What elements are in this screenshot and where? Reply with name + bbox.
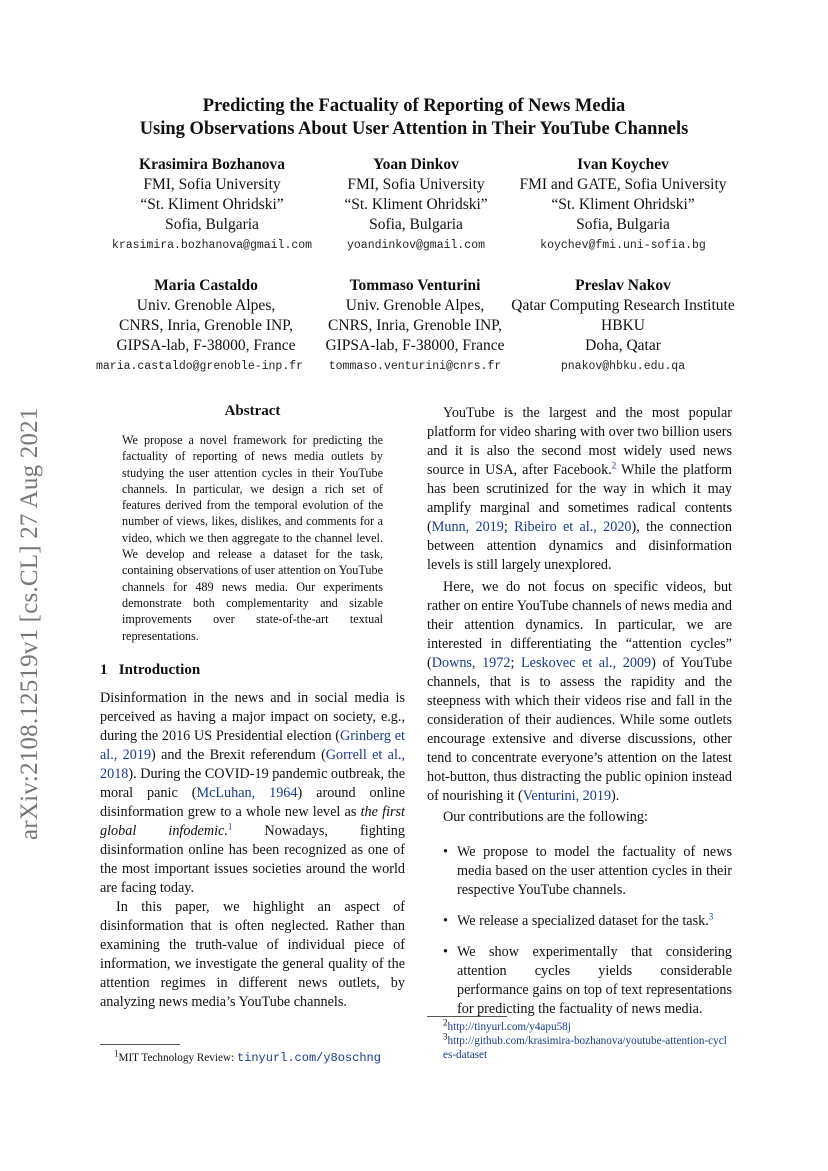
abstract-heading: Abstract xyxy=(224,403,281,419)
author-affiliation: Sofia, Bulgaria xyxy=(576,216,670,233)
author-email[interactable]: yoandinkov@gmail.com xyxy=(346,239,486,252)
author-email[interactable]: krasimira.bozhanova@gmail.com xyxy=(111,239,313,252)
author-affiliation: CNRS, Inria, Grenoble INP, xyxy=(119,317,293,334)
title-line-1: Predicting the Factuality of Reporting of News Media xyxy=(202,96,626,116)
footnote-link[interactable]: http://github.com/krasimira-bozhanova/youtube-attention-cycles-dataset xyxy=(443,1035,727,1061)
section-heading-introduction: 1 Introduction xyxy=(100,661,201,678)
contribution-item: • We propose to model the factuality of news media based on the user attention cycles in their respective YouTube channels. xyxy=(443,844,732,898)
author-affiliation: “St. Kliment Ohridski” xyxy=(551,196,695,213)
bullet-icon: • xyxy=(443,844,448,860)
citation-link[interactable]: Venturini, 2019 xyxy=(522,788,612,804)
footnote-rule xyxy=(100,1044,180,1045)
citation-link[interactable]: Gorrell et al., 2018 xyxy=(100,746,405,782)
author-name: Ivan Koychev xyxy=(577,156,669,173)
author-block-3 xyxy=(508,155,738,255)
contribution-item: • We release a specialized dataset for the task.$^3$ xyxy=(443,911,714,929)
footnote-marker[interactable]: 3 xyxy=(708,911,714,922)
author-email[interactable]: maria.castaldo@grenoble-inp.fr xyxy=(96,360,304,373)
author-block-4 xyxy=(96,276,316,376)
author-block-1 xyxy=(98,155,326,255)
author-name: Yoan Dinkov xyxy=(373,156,459,173)
author-affiliation: FMI, Sofia University xyxy=(143,176,281,193)
footnote-link[interactable]: http://tinyurl.com/y4apu58j xyxy=(447,1021,571,1033)
author-affiliation: CNRS, Inria, Grenoble INP, xyxy=(328,317,502,334)
author-name: Preslav Nakov xyxy=(575,277,671,294)
arxiv-identifier: arXiv:2108.12519v1 [cs.CL] 27 Aug 2021 xyxy=(16,407,43,840)
title-line-2: Using Observations About User Attention in Their YouTube Channels xyxy=(139,119,689,139)
right-paragraph-1: YouTube is the largest and the most popular platform for video sharing with over two billion users and it is also the second most widely used news source in USA, after Facebook.$^2$ While the platform has been scrutinized for the way in which it may amplify marginal and sometimes radical contents (Munn, 2019; Ribeiro et al., 2020), the connection between attention dynamics and disinformation levels is still largely unexplored. xyxy=(427,405,732,573)
footnote-rule xyxy=(427,1016,507,1017)
left-column xyxy=(100,403,405,1012)
author-affiliation: Univ. Grenoble Alpes, xyxy=(136,297,276,314)
author-affiliation: Qatar Computing Research Institute xyxy=(511,297,735,314)
footnote-1: $^1$MIT Technology Review: tinyurl.com/y8oschng xyxy=(114,1048,381,1065)
author-affiliation: HBKU xyxy=(601,317,645,334)
author-affiliation: “St. Kliment Ohridski” xyxy=(140,196,284,213)
author-affiliation: FMI, Sofia University xyxy=(347,176,485,193)
author-affiliation: GIPSA-lab, F-38000, France xyxy=(325,337,505,354)
author-affiliation: GIPSA-lab, F-38000, France xyxy=(116,337,296,354)
author-affiliation: Univ. Grenoble Alpes, xyxy=(345,297,485,314)
contributions-intro: Our contributions are the following: xyxy=(443,809,648,825)
author-email[interactable]: pnakov@hbku.edu.qa xyxy=(560,360,686,373)
footnote-link[interactable]: tinyurl.com/y8oschng xyxy=(236,1051,381,1065)
author-email[interactable]: tommaso.venturini@cnrs.fr xyxy=(328,360,502,373)
footnotes-right xyxy=(427,1017,727,1062)
paper-title xyxy=(0,95,828,141)
bullet-icon: • xyxy=(443,944,448,960)
intro-paragraph-2: In this paper, we highlight an aspect of disinformation that is often neglected. Rather than examining the truth-value of individual piece of information, we investigate the general quality of the attention regimes in different news outlets, by analyzing news media’s YouTube channels. xyxy=(100,898,405,1010)
contributions-list xyxy=(427,843,732,1019)
citation-link[interactable]: Grinberg et al., 2019 xyxy=(100,727,406,763)
footnote-marker[interactable]: 1 xyxy=(227,821,233,832)
author-name: Tommaso Venturini xyxy=(349,277,481,294)
author-name: Krasimira Bozhanova xyxy=(139,156,285,173)
abstract-text: We propose a novel framework for predicting the factuality of reporting of news media outlets by studying the user attention cycles in their YouTube channels. In particular, we design a rich set of features derived from the temporal evolution of the number of views, likes, dislikes, and comments for a video, which we then aggregate to the channel level. We develop and release a dataset for the task, containing observations of user attention on YouTube channels for 489 news media. Our experiments demonstrate both complementarity and sizable improvements over state-of-the-art textual representations. xyxy=(122,433,383,643)
bullet-icon: • xyxy=(443,913,448,929)
footnote-marker[interactable]: 2 xyxy=(611,460,617,471)
right-paragraph-2: Here, we do not focus on specific videos, but rather on entire YouTube channels of news media and their attention dynamics. In particular, we are interested in differentiating the “attention cycles” (Downs, 1972; Leskovec et al., 2009) of YouTube channels, that is to assess the rapidity and the steepness with which their videos rise and fall in the consideration of their audiences. While some outlets encourage extensive and diverse discussions, other tend to concentrate everyone’s attention on the latest hot-button, thus distracting the public opinion instead of nourishing it (Venturini, 2019). xyxy=(427,579,733,804)
author-block-2 xyxy=(326,155,506,255)
intro-paragraph-1: Disinformation in the news and in social media is perceived as having a major impact on society, e.g., during the 2016 US Presidential election (Grinberg et al., 2019) and the Brexit referendum (Gorrell et al., 2018). During the COVID-19 pandemic outbreak, the moral panic (McLuhan, 1964) around online disinformation grew to a whole new level as the first global infodemic.$^1$ Nowadays, fighting disinformation online has been recognized as one of the most important issues societies around the world are facing today. xyxy=(100,689,406,896)
author-block-6 xyxy=(498,276,748,376)
author-affiliation: FMI and GATE, Sofia University xyxy=(519,176,727,193)
citation-link[interactable]: Downs, 1972 xyxy=(431,655,511,671)
citation-link[interactable]: Ribeiro et al., 2020 xyxy=(514,519,632,535)
author-affiliation: Sofia, Bulgaria xyxy=(165,216,259,233)
footnote-3: $^3$http://github.com/krasimira-bozhanova/youtube-attention-cycles-dataset xyxy=(443,1031,727,1061)
author-block-5 xyxy=(316,276,514,376)
citation-link[interactable]: McLuhan, 1964 xyxy=(196,784,298,801)
author-affiliation: Sofia, Bulgaria xyxy=(369,216,463,233)
author-affiliation: “St. Kliment Ohridski” xyxy=(344,196,488,213)
footnote-2: $^2$http://tinyurl.com/y4apu58j xyxy=(443,1017,571,1033)
citation-link[interactable]: Munn, 2019 xyxy=(431,519,504,535)
author-name: Maria Castaldo xyxy=(154,277,258,294)
right-column xyxy=(427,404,732,1031)
contribution-item: • We show experimentally that considering attention cycles yields considerable performance gains on top of text representations for predicting the factuality of news media. xyxy=(443,944,732,1017)
author-affiliation: Doha, Qatar xyxy=(585,337,661,354)
citation-link[interactable]: Leskovec et al., 2009 xyxy=(521,655,652,671)
author-email[interactable]: koychev@fmi.uni-sofia.bg xyxy=(540,239,706,252)
